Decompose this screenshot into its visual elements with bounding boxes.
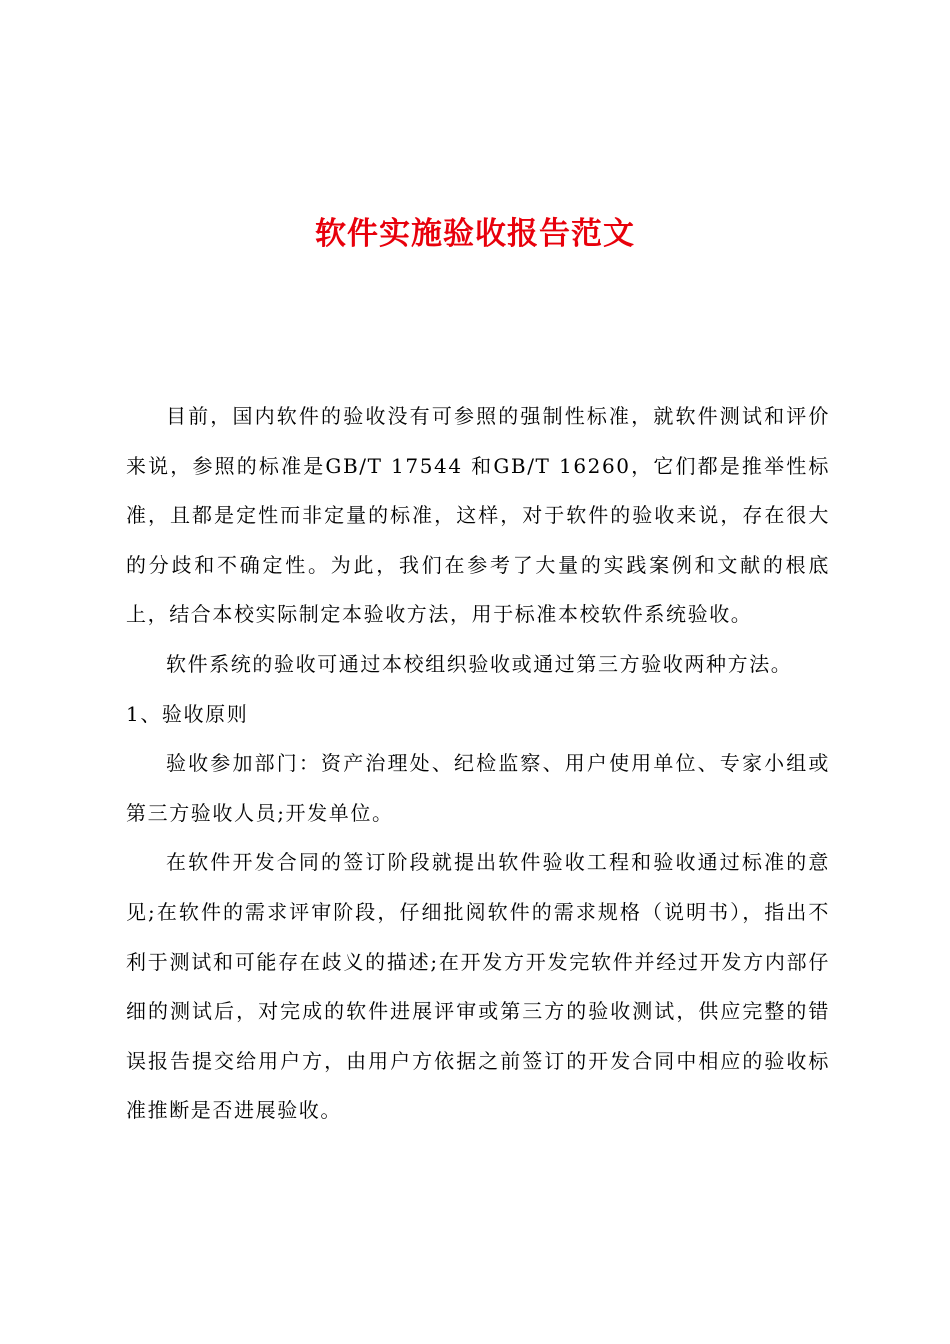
paragraph-intro: 目前，国内软件的验收没有可参照的强制性标准，就软件测试和评价来说，参照的标准是GB/T 17544 和GB/T 16260，它们都是推举性标准，且都是定性而非定量的标准，这样，对于软件的验收来说，存在很大的分歧和不确定性。为此，我们在参考了大量的实践案例和文献的根底上，结合本校实际制定本验收方法，用于标准本校软件系统验收。 bbox=[126, 404, 830, 627]
document-body bbox=[126, 392, 830, 1136]
document-title: 软件实施验收报告范文 bbox=[315, 216, 635, 252]
paragraph-process: 在软件开发合同的签订阶段就提出软件验收工程和验收通过标准的意见;在软件的需求评审阶段，仔细批阅软件的需求规格（说明书），指出不利于测试和可能存在歧义的描述;在开发方开发完软件并经过开发方内部仔细的测试后，对完成的软件进展评审或第三方的验收测试，供应完整的错误报告提交给用户方，由用户方依据之前签订的开发合同中相应的验收标准推断是否进展验收。 bbox=[126, 850, 830, 1123]
section-heading-acceptance-principles: 1、验收原则 bbox=[126, 701, 249, 726]
paragraph-methods: 软件系统的验收可通过本校组织验收或通过第三方验收两种方法。 bbox=[166, 651, 793, 676]
paragraph-participants: 验收参加部门：资产治理处、纪检监察、用户使用单位、专家小组或第三方验收人员;开发单位。 bbox=[126, 751, 830, 825]
